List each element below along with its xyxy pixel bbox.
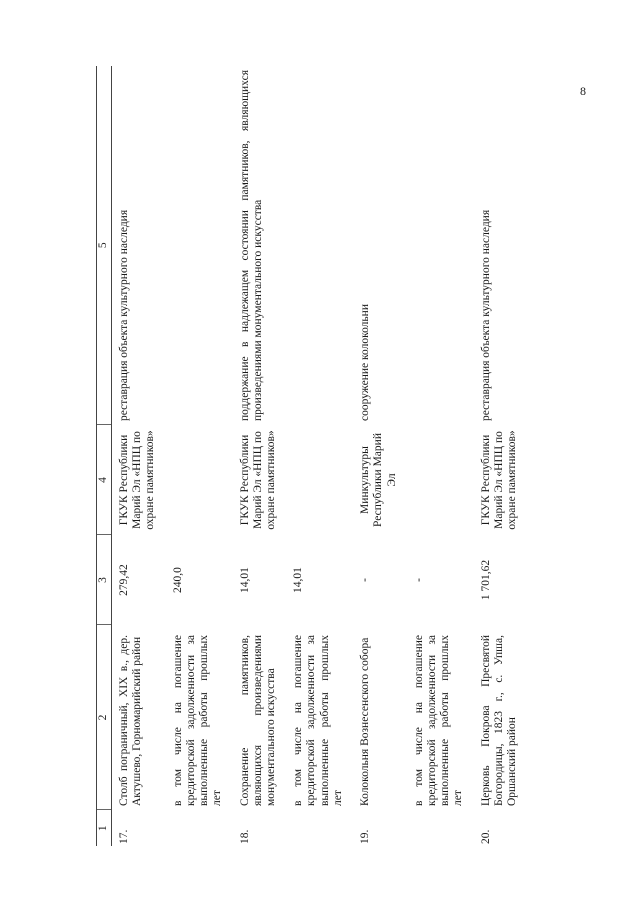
table-row (403, 66, 474, 846)
cell-amount: 14,01 (238, 567, 251, 593)
cell-object-name: в том числе на погашение кредиторской задолженности за выполненные работы прошлых лет (292, 635, 344, 806)
column-header: 2 (97, 625, 112, 810)
cell-work-type: сооружение колокольни (359, 304, 372, 421)
cell-work-type (403, 66, 474, 425)
cell-work-type: реставрация объекта культурного наследия (479, 209, 492, 421)
cell-object-name: Церковь Покрова Пресвятой Богородицы, 1823 г., с. Упша, Оршанский район (479, 635, 519, 806)
cell-object-name: Колокольня Вознесенского собора (359, 637, 372, 806)
cell-amount: 14,01 (292, 567, 305, 593)
cell-organization: ГКУК Республики Марий Эл «НПЦ по охране памятников» (118, 430, 157, 530)
cell-work-type: поддержание в надлежащем состоянии памятников, являющихся произведениями монументального искусства (238, 70, 264, 421)
cell-row-number: 20. (479, 829, 492, 844)
cell-organization: Минкультуры Республики Марий Эл (359, 433, 398, 527)
table-row (353, 66, 403, 846)
table-row (282, 66, 353, 846)
column-header: 3 (97, 535, 112, 625)
cell-amount: 279,42 (118, 564, 130, 596)
cell-row-number: 17. (118, 829, 130, 844)
cell-object-name: Столб пограничный, XIX в., дер. Актушево, Горномарийский район (118, 635, 144, 806)
cell-object-name: Сохранение памятников, являющихся произведениями монументального искусства (238, 635, 277, 806)
page-number: 8 (580, 84, 586, 98)
cell-row-number (403, 810, 474, 846)
cell-object-name: в том числе на погашение кредиторской задолженности за выполненные работы прошлых лет (171, 635, 224, 806)
cell-row-number: 18. (238, 829, 251, 844)
table-body (112, 66, 524, 846)
rotated-table-container (96, 66, 519, 846)
cell-organization: ГКУК Республики Марий Эл «НПЦ по охране памятников» (479, 430, 519, 530)
cell-work-type: реставрация объекта культурного наследия (118, 209, 130, 421)
cell-row-number: 19. (359, 829, 372, 844)
column-header: 4 (97, 425, 112, 535)
cell-amount: - (412, 578, 425, 582)
cell-organization (282, 425, 353, 535)
cell-amount: 240,0 (171, 567, 184, 593)
table-row (112, 66, 162, 846)
cell-organization (162, 425, 233, 535)
column-header: 1 (97, 810, 112, 846)
column-header: 5 (97, 66, 112, 425)
table-row (162, 66, 233, 846)
cell-row-number (162, 810, 233, 846)
cell-organization: ГКУК Республики Марий Эл «НПЦ по охране памятников» (238, 430, 277, 530)
data-table (96, 66, 523, 846)
cell-amount: 1 701,62 (479, 559, 492, 601)
cell-work-type (282, 66, 353, 425)
table-row (233, 66, 283, 846)
header-row (97, 66, 112, 846)
table-row (474, 66, 524, 846)
cell-amount: - (359, 578, 372, 582)
cell-work-type (162, 66, 233, 425)
cell-object-name: в том числе на погашение кредиторской задолженности за выполненные работы прошлых лет (412, 635, 465, 806)
cell-organization (403, 425, 474, 535)
cell-row-number (282, 810, 353, 846)
